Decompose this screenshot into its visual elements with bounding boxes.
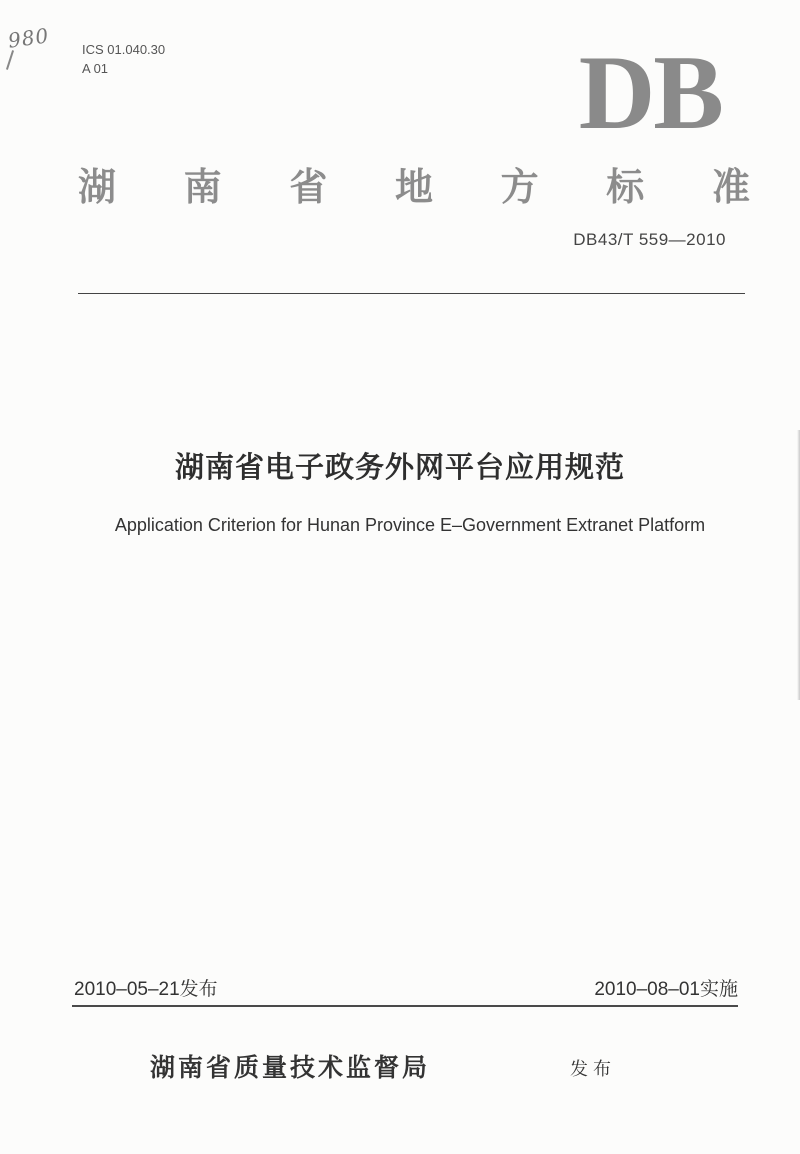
- implementation-date: 2010–08–01实施: [594, 979, 738, 1000]
- header-divider: [78, 293, 745, 294]
- document-title-chinese: 湖南省电子政务外网平台应用规范: [174, 450, 625, 484]
- db-logo-mark: DB: [578, 34, 722, 151]
- standard-type-char: 湖: [78, 165, 117, 209]
- issue-date: 2010–05–21发布: [74, 979, 218, 1000]
- handwritten-stroke: [6, 50, 14, 70]
- standard-type-char: 南: [183, 165, 222, 209]
- standard-type-char: 准: [711, 165, 750, 209]
- standard-number: DB43/T 559—2010: [573, 230, 726, 249]
- handwritten-annotation: 980: [6, 23, 51, 53]
- footer-divider: [72, 1005, 738, 1007]
- ics-code: ICS 01.040.30: [82, 42, 166, 57]
- classification-block: [82, 40, 165, 78]
- standard-type-char: 方: [500, 165, 539, 209]
- document-title-english: Application Criterion for Hunan Province E–Government Extranet Platform: [114, 515, 706, 535]
- standard-type-char: 标: [606, 165, 645, 209]
- publisher-name: 湖南省质量技术监督局: [150, 1053, 431, 1082]
- standard-type-char: 省: [289, 165, 328, 209]
- ccs-code: A 01: [82, 61, 109, 76]
- publish-label: 发布: [570, 1059, 616, 1080]
- standard-type-heading: [78, 156, 750, 211]
- standard-type-char: 地: [394, 165, 433, 209]
